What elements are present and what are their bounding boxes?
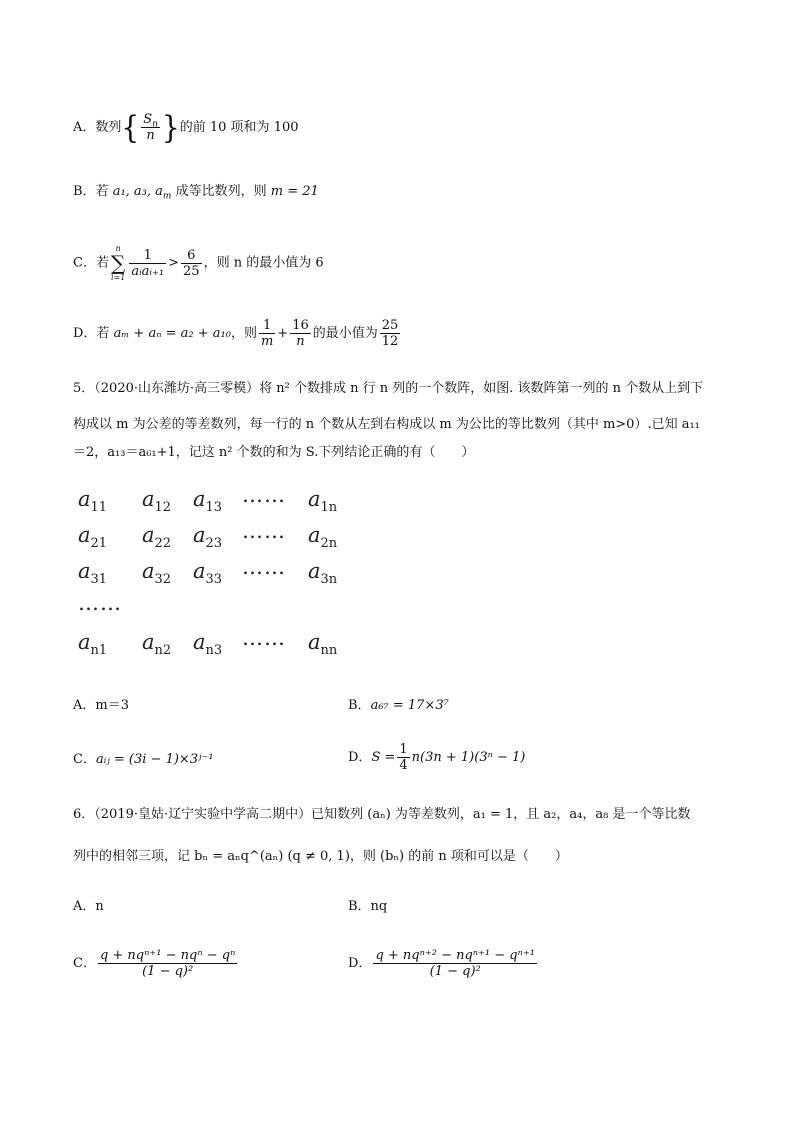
matrix-cell: $a_{11}$ bbox=[78, 487, 108, 516]
option-b-text: 成等比数列，则 bbox=[175, 184, 267, 199]
option-d-eq: aₘ + aₙ = a₂ + a₁₀ bbox=[113, 326, 231, 341]
q6-d-den: (1 − q)² bbox=[429, 964, 481, 979]
q5-option-b-label: B． bbox=[348, 698, 371, 713]
q4-option-b bbox=[73, 183, 319, 201]
q6-option-d bbox=[348, 948, 539, 979]
matrix-cell: $a_{n1}$ bbox=[78, 630, 108, 659]
matrix-dots: …… bbox=[78, 591, 122, 615]
q5-d-den: 4 bbox=[399, 758, 408, 773]
matrix-cell: $a_{1n}$ bbox=[308, 487, 338, 516]
option-b-eq: m = 21 bbox=[270, 184, 319, 199]
d-ans-den: 12 bbox=[381, 334, 399, 349]
option-c-text: ，则 n 的最小值为 6 bbox=[203, 255, 324, 271]
matrix-cell: $a_{12}$ bbox=[142, 487, 172, 516]
q5-option-d-label: D． bbox=[348, 750, 372, 765]
matrix-dots: …… bbox=[242, 626, 286, 650]
d-answer-fraction bbox=[380, 318, 401, 349]
q5-option-b-formula: a₆₇ = 17×3⁷ bbox=[370, 698, 449, 713]
q6-c-fraction bbox=[98, 948, 237, 979]
matrix-cell: $a_{nn}$ bbox=[308, 630, 338, 659]
q6-d-fraction bbox=[373, 948, 537, 979]
q6-option-c bbox=[73, 948, 239, 979]
matrix-cell: $a_{23}$ bbox=[193, 523, 223, 552]
q5-option-d-lhs: S = bbox=[371, 750, 396, 765]
c-fraction bbox=[129, 248, 166, 279]
matrix-cell: $a_{22}$ bbox=[142, 523, 172, 552]
d-f2-den: n bbox=[296, 334, 305, 349]
sigma-icon: ∑ bbox=[110, 251, 126, 275]
q6-c-den: (1 − q)² bbox=[142, 964, 194, 979]
q6-stem-line-2: 列中的相邻三项，记 bₙ = aₙq^(aₙ) (q ≠ 0, 1)，则 (bₙ) 的前 n 项和可以是（ ） bbox=[73, 849, 568, 864]
q6-option-c-label: C． bbox=[73, 956, 96, 971]
matrix-cell: $a_{21}$ bbox=[78, 523, 108, 552]
option-b-terms: a₁, a₃, a bbox=[112, 184, 163, 199]
option-c-label: C．若 bbox=[73, 255, 109, 271]
matrix-cell: $a_{13}$ bbox=[193, 487, 223, 516]
frac-num: S bbox=[143, 112, 153, 127]
option-d-mid: ，则 bbox=[230, 326, 257, 341]
matrix-dots: …… bbox=[242, 555, 286, 579]
left-brace: { bbox=[121, 108, 140, 146]
matrix-dots: …… bbox=[242, 519, 286, 543]
q5-option-d bbox=[348, 742, 525, 773]
matrix-dots: …… bbox=[242, 483, 286, 507]
q5-stem-line-3: ＝2，a₁₃＝a₆₁+1，记这 n² 个数的和为 S.下列结论正确的有（ ） bbox=[73, 445, 475, 460]
matrix-cell: $a_{2n}$ bbox=[308, 523, 338, 552]
c-rhs-num: 6 bbox=[181, 248, 202, 264]
option-b-terms-sub: m bbox=[162, 191, 172, 202]
option-a-label: A．数列 bbox=[73, 120, 122, 135]
q6-option-d-label: D． bbox=[348, 956, 372, 971]
option-a-text: 的前 10 项和为 100 bbox=[179, 120, 299, 135]
q5-stem-line-1: 5．（2020·山东潍坊·高三零模）将 n² 个数排成 n 行 n 列的一个数阵，如图. 该数阵第一列的 n 个数从上到下 bbox=[73, 381, 704, 396]
frac-den: n bbox=[146, 128, 155, 143]
d-f1-num: 1 bbox=[259, 318, 275, 334]
q6-stem-line-1: 6．（2019·皇姑·辽宁实验中学高二期中）已知数列 (aₙ) 为等差数列，a₁ = 1，且 a₂，a₄，a₈ 是一个等比数 bbox=[73, 807, 691, 822]
q5-option-d-rest: n(3n + 1)(3ⁿ − 1) bbox=[411, 750, 526, 765]
q5-stem-line-2: 构成以 m 为公差的等差数列，每一行的 n 个数从左到右构成以 m 为公比的等比数列（其中 m>0）.已知 a₁₁ bbox=[73, 417, 700, 432]
q5-option-c-label: C． bbox=[73, 752, 96, 767]
q5-option-b bbox=[348, 697, 449, 715]
q6-option-a: A．n bbox=[73, 899, 104, 914]
q6-d-num: q + nqⁿ⁺² − nqⁿ⁺¹ − qⁿ⁺¹ bbox=[375, 948, 535, 963]
q5-d-fraction bbox=[397, 742, 409, 773]
matrix-cell: $a_{32}$ bbox=[142, 559, 172, 588]
q4-option-a bbox=[73, 108, 299, 146]
matrix-cell: $a_{31}$ bbox=[78, 559, 108, 588]
c-frac-num: 1 bbox=[129, 248, 166, 264]
option-d-text: 的最小值为 bbox=[312, 326, 378, 341]
d-f2-num: 16 bbox=[292, 318, 309, 333]
d-plus: + bbox=[277, 326, 289, 341]
matrix-cell: $a_{n3}$ bbox=[193, 630, 223, 659]
option-b-label: B．若 bbox=[73, 184, 109, 199]
d-frac-2 bbox=[290, 318, 311, 349]
sum-top: n bbox=[115, 244, 121, 253]
matrix-cell: $a_{3n}$ bbox=[308, 559, 338, 588]
q6-c-num: q + nqⁿ⁺¹ − nqⁿ − qⁿ bbox=[99, 948, 236, 963]
q6-option-b: B．nq bbox=[348, 899, 388, 914]
q5-option-c-formula: aᵢⱼ = (3i − 1)×3ʲ⁻¹ bbox=[95, 752, 214, 767]
sum-bottom: i=1 bbox=[110, 273, 126, 282]
q4-option-d bbox=[73, 318, 402, 349]
right-brace: } bbox=[161, 108, 180, 146]
c-rhs-den: 25 bbox=[183, 263, 200, 279]
matrix-cell: $a_{n2}$ bbox=[142, 630, 172, 659]
frac-num-sub: n bbox=[152, 119, 158, 130]
c-frac-den: aᵢaᵢ₊₁ bbox=[131, 263, 165, 279]
option-d-label: D．若 bbox=[73, 326, 110, 341]
sn-over-n-fraction bbox=[141, 112, 160, 143]
q4-option-c bbox=[73, 244, 324, 282]
d-ans-num: 25 bbox=[381, 318, 399, 333]
c-rhs-fraction bbox=[181, 248, 202, 279]
q5-d-num: 1 bbox=[399, 742, 408, 757]
q5-option-a: A．m＝3 bbox=[73, 698, 129, 713]
d-f1-den: m bbox=[260, 334, 274, 349]
summation bbox=[111, 244, 125, 282]
d-frac-1 bbox=[259, 318, 275, 349]
c-gt: > bbox=[168, 255, 180, 271]
matrix-cell: $a_{33}$ bbox=[193, 559, 223, 588]
q5-option-c bbox=[73, 751, 214, 769]
